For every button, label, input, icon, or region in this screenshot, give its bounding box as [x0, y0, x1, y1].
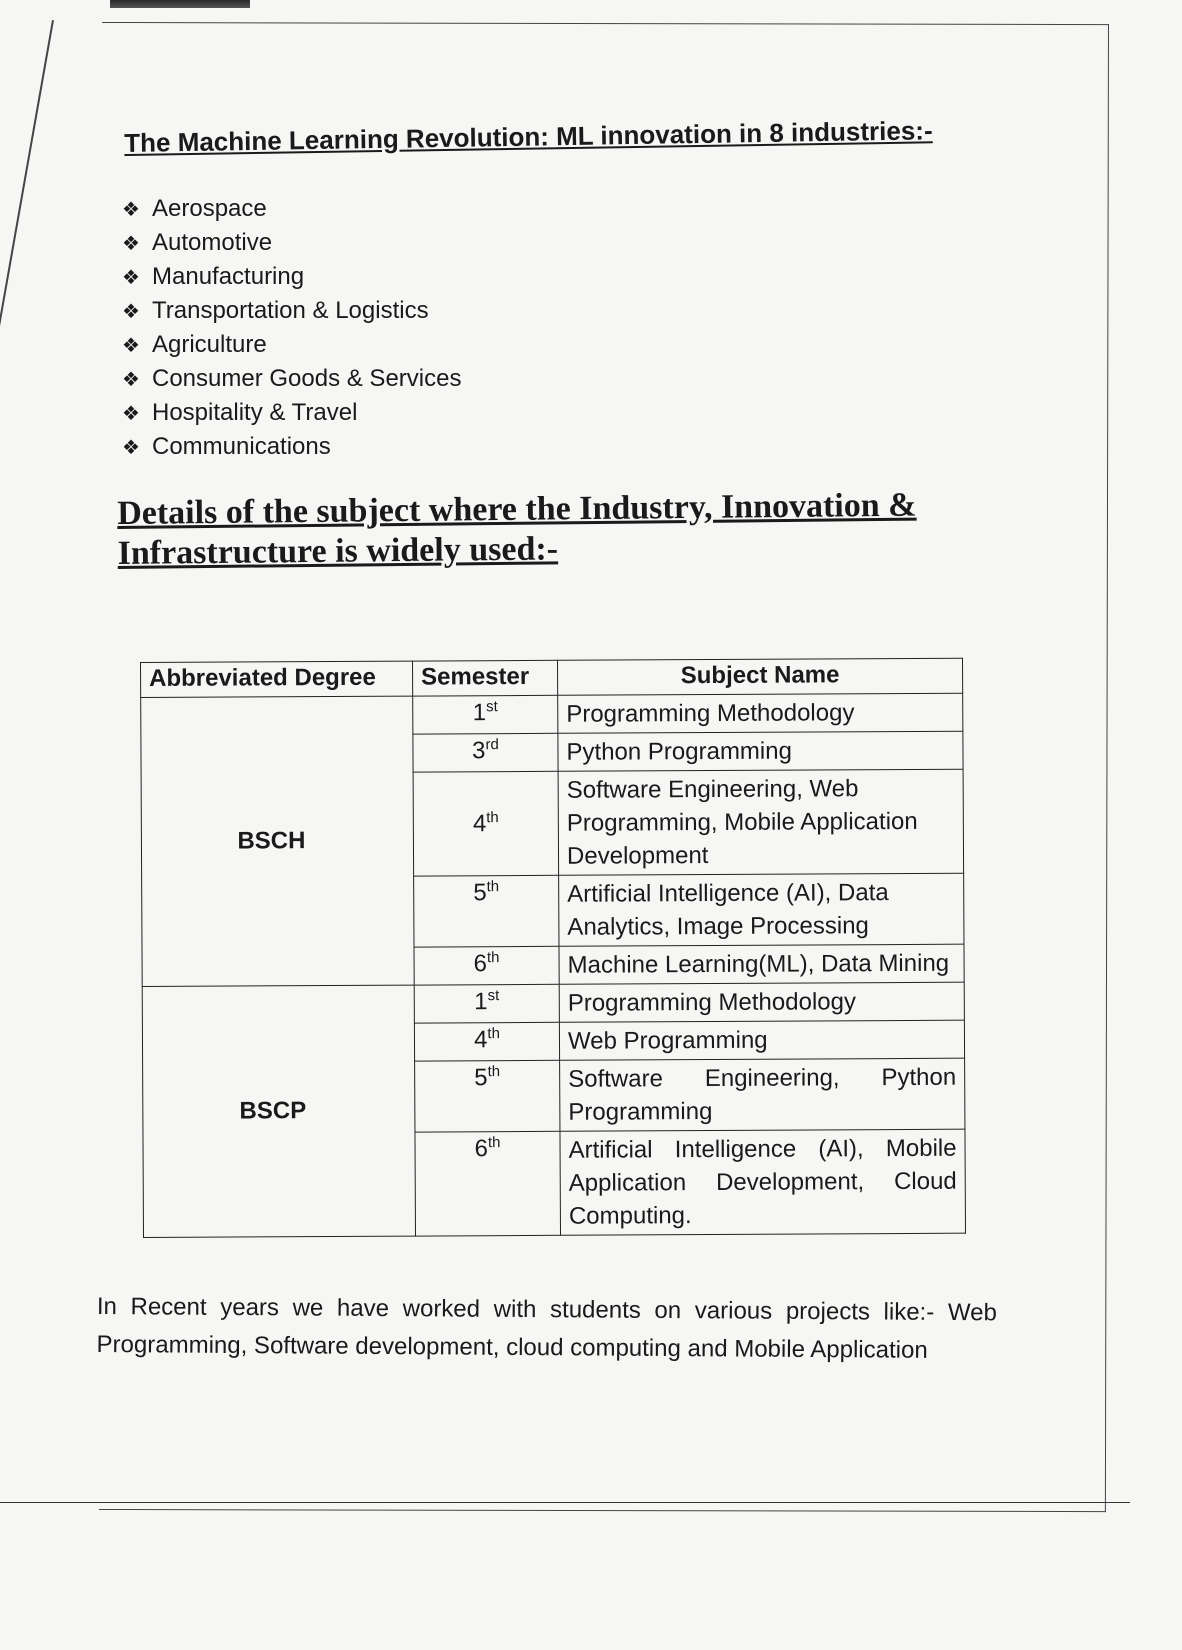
degree-cell: BSCH: [141, 696, 415, 986]
subject-cell: Software Engineering, Python Programming: [560, 1058, 965, 1131]
semester-cell: 4th: [413, 771, 559, 876]
subject-cell: Software Engineering, Web Programming, Mobile Application Development: [558, 769, 964, 875]
header-degree: Abbreviated Degree: [141, 661, 413, 697]
subject-table: [140, 658, 966, 1238]
list-item: [122, 192, 461, 226]
projects-paragraph: In Recent years we have worked with students on various projects like:- Web Programming, Software development, cloud computing and Mobile Application: [96, 1292, 997, 1364]
diamond-bullet-icon: ❖: [122, 233, 140, 255]
table-header-row: [141, 658, 963, 697]
diamond-bullet-icon: ❖: [122, 335, 140, 357]
industry-label: Agriculture: [152, 331, 267, 358]
semester-cell: 6th: [415, 1131, 561, 1236]
industry-label: Transportation & Logistics: [152, 297, 429, 324]
header-semester: Semester: [412, 660, 557, 696]
ml-heading: The Machine Learning Revolution: ML innovation in 8 industries:-: [124, 115, 933, 158]
subject-cell: Python Programming: [558, 731, 963, 771]
subject-cell: Artificial Intelligence (AI), Data Analytics, Image Processing: [559, 873, 964, 946]
industry-label: Consumer Goods & Services: [152, 365, 462, 392]
semester-cell: 1st: [414, 984, 559, 1023]
list-item: [122, 328, 461, 362]
industry-label: Communications: [152, 433, 331, 460]
industry-label: Manufacturing: [152, 263, 305, 290]
subject-cell: Programming Methodology: [559, 982, 964, 1022]
diamond-bullet-icon: ❖: [122, 301, 140, 323]
semester-cell: 4th: [414, 1022, 559, 1061]
semester-cell: 6th: [414, 946, 559, 985]
subject-cell: Web Programming: [559, 1020, 964, 1060]
list-item: [122, 226, 461, 260]
subject-cell: Programming Methodology: [558, 693, 963, 733]
semester-cell: 5th: [414, 875, 559, 947]
table-row: [142, 982, 964, 1024]
diamond-bullet-icon: ❖: [122, 199, 140, 221]
semester-cell: 5th: [415, 1060, 560, 1132]
industry-list: [122, 192, 461, 464]
diamond-bullet-icon: ❖: [122, 437, 140, 459]
degree-cell: BSCP: [142, 985, 415, 1237]
page-edge-line: [0, 20, 54, 345]
semester-cell: 3rd: [413, 733, 558, 772]
semester-cell: 1st: [413, 695, 558, 734]
subject-cell: Machine Learning(ML), Data Mining: [559, 944, 964, 984]
diamond-bullet-icon: ❖: [122, 369, 140, 391]
industry-label: Aerospace: [152, 195, 267, 222]
page-edge-shadow: [110, 0, 250, 8]
list-item: [122, 260, 461, 294]
header-subject: Subject Name: [557, 658, 962, 695]
page-bottom-line: [0, 1502, 1130, 1503]
industry-label: Hospitality & Travel: [152, 399, 358, 426]
details-heading: Details of the subject where the Industry, Innovation & Infrastructure is widely used:-: [117, 486, 917, 572]
list-item: [122, 396, 461, 430]
industry-label: Automotive: [152, 229, 273, 256]
list-item: [122, 294, 461, 328]
list-item: [122, 362, 461, 396]
diamond-bullet-icon: ❖: [122, 267, 140, 289]
diamond-bullet-icon: ❖: [122, 403, 140, 425]
list-item: [122, 430, 461, 464]
table-row: [141, 693, 963, 735]
subject-cell: Artificial Intelligence (AI), Mobile Application Development, Cloud Computing.: [560, 1129, 966, 1235]
